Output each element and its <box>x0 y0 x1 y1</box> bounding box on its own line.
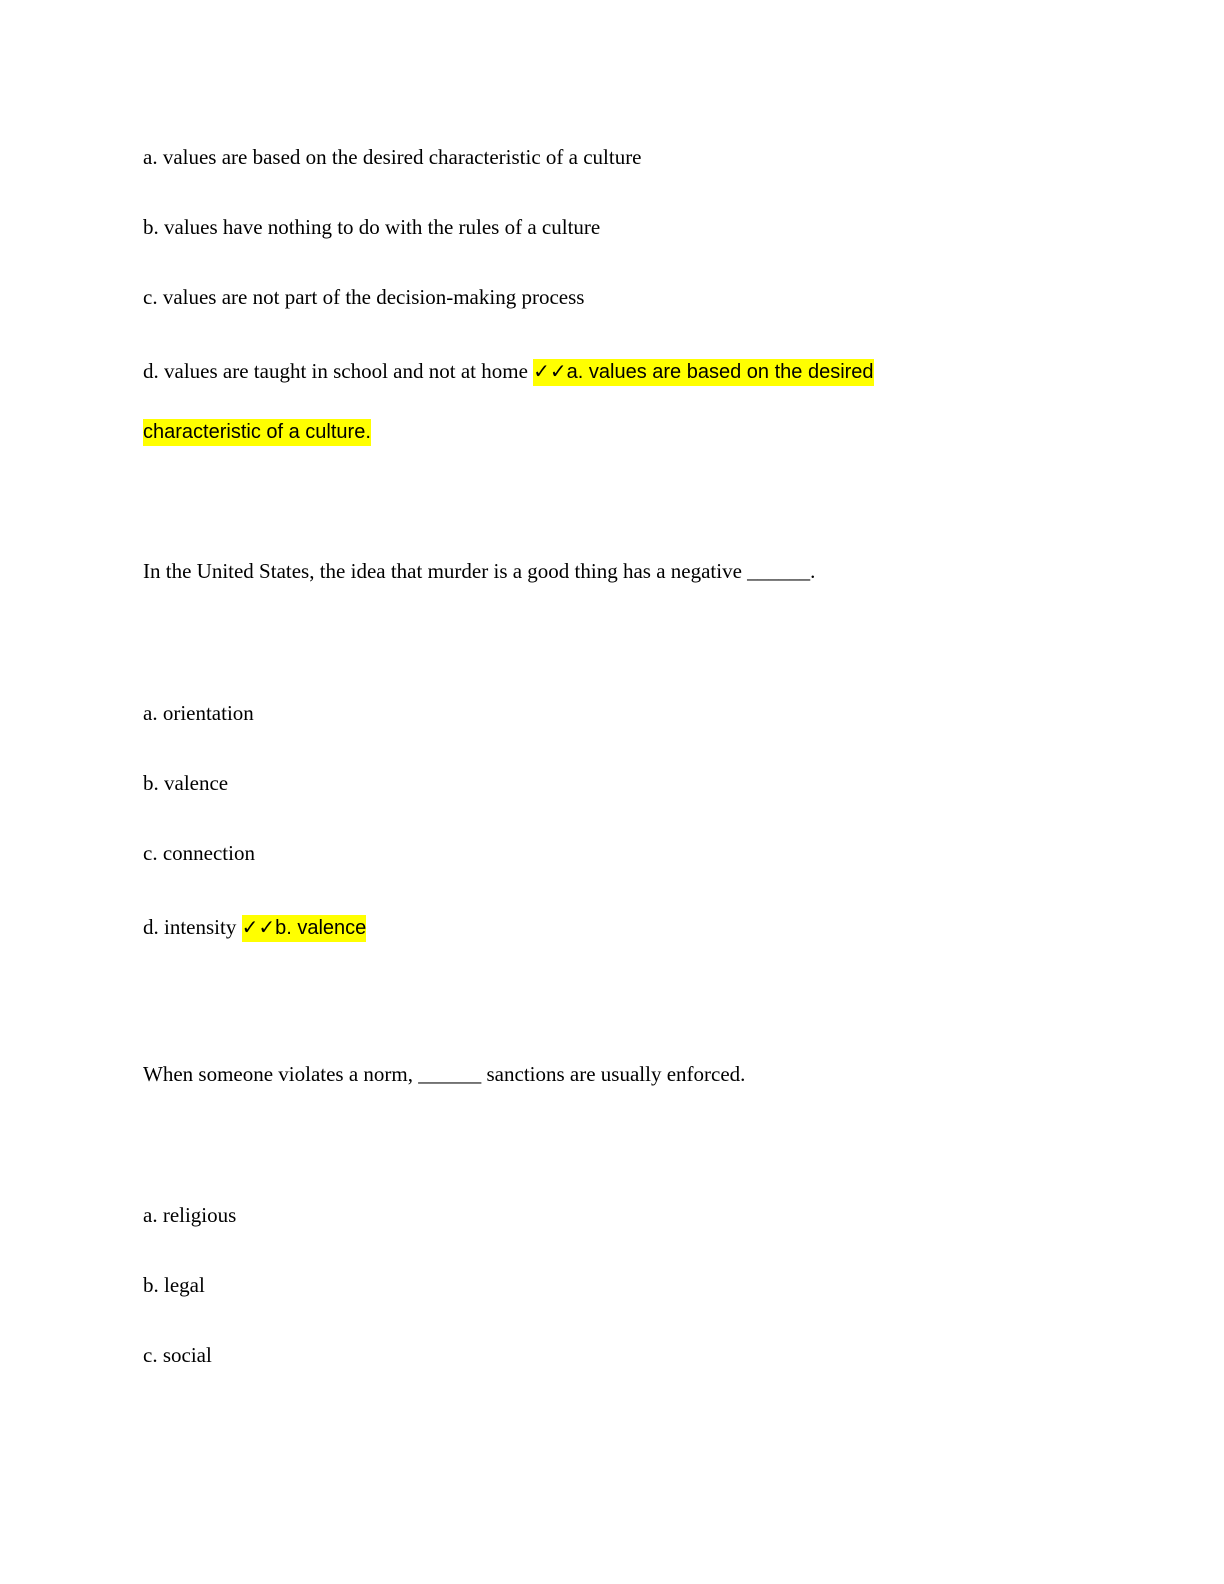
q2-prompt: In the United States, the idea that murder is a good thing has a negative ______. <box>143 559 816 583</box>
q2-option-c: c. connection <box>143 841 255 865</box>
q1-option-c: c. values are not part of the decision-making process <box>143 285 585 309</box>
q2-option-d: d. intensity <box>143 915 237 939</box>
q2-answer-highlight <box>242 915 367 942</box>
q1-answer-line1: a. values are based on the desired <box>566 361 874 383</box>
q1-option-d-line <box>143 356 874 387</box>
q2-answer: b. valence <box>275 917 367 939</box>
q3-option-b: b. legal <box>143 1273 205 1297</box>
q2-option-d-line <box>143 912 366 943</box>
q1-option-b: b. values have nothing to do with the rules of a culture <box>143 215 601 239</box>
q1-option-d: d. values are taught in school and not at home <box>143 359 528 383</box>
double-check-icon: ✓✓ <box>241 915 276 939</box>
q3-option-c: c. social <box>143 1343 212 1367</box>
q2-option-a: a. orientation <box>143 701 254 725</box>
q3-prompt: When someone violates a norm, ______ sanctions are usually enforced. <box>143 1062 746 1086</box>
q1-answer-highlight <box>533 359 873 386</box>
q3-option-a: a. religious <box>143 1203 237 1227</box>
q1-answer-continuation <box>143 416 371 447</box>
double-check-icon: ✓✓ <box>533 359 567 383</box>
q1-answer-line2: characteristic of a culture. <box>143 419 371 446</box>
q2-option-b: b. valence <box>143 771 229 795</box>
q1-option-a: a. values are based on the desired characteristic of a culture <box>143 145 642 169</box>
